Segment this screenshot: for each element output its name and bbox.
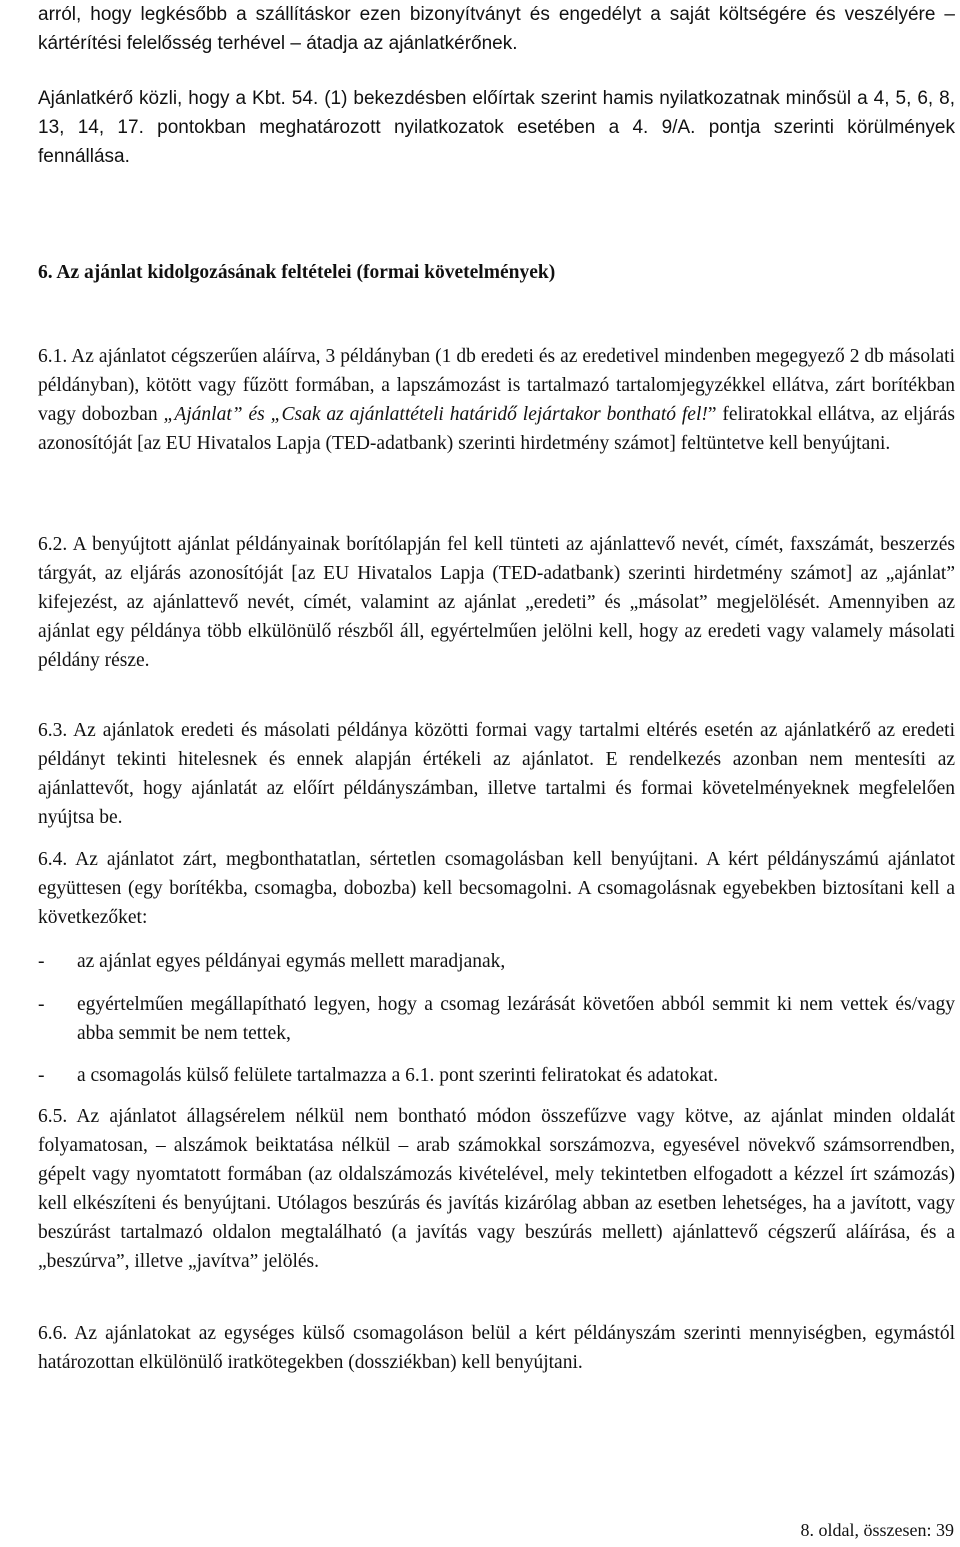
paragraph-6-3: 6.3. Az ajánlatok eredeti és másolati példánya közötti formai vagy tartalmi eltérés esetén az ajánlatkérő az eredeti példányt tekinti hitelesnek és ennek alapján értékeli az ajánlatot. E rendelkezés azonban nem mentesíti az ajánlattevőt, hogy ajánlatát az előírt példányszámban, illetve tartalmi és formai követelményeknek megfelelően nyújtsa be. (38, 720, 955, 828)
intro-paragraph-false-statement: Ajánlatkérő közli, hogy a Kbt. 54. (1) bekezdésben előírtak szerint hamis nyilatkozatnak minősül a 4, 5, 6, 8, 13, 14, 17. pontokban meghatározott nyilatkozatok esetében a 4. 9/A. pontja szerinti körülmények fennállása. (38, 88, 955, 167)
paragraph-6-2: 6.2. A benyújtott ajánlat példányainak borítólapján fel kell tünteti az ajánlattevő nevét, címét, faxszámát, beszerzés tárgyát, az eljárás azonosítóját [az EU Hivatalos Lapja (TED-adatbank) szerinti hirdetmény számot] az „ajánlat” kifejezést, az ajánlattevő nevét, címét, valamint az ajánlat „eredeti” és „másolat” megjelölését. Amennyiben az ajánlat egy példánya több elkülönülő részből áll, egyértelműen jelölni kell, hogy az eredeti vagy valamely másolati példány része. (38, 534, 955, 671)
bullet-dash: - (38, 951, 45, 972)
intro-paragraph-continuation: arról, hogy legkésőbb a szállításkor ezen bizonyítványt és engedélyt a saját költségére és veszélyére – kártérítési felelősség terhével – átadja az ajánlatkérőnek. (38, 4, 955, 54)
bullet-item (38, 990, 955, 1048)
paragraph-6-1-italic-labels: „Ajánlat” és „Csak az ajánlattételi határidő lejártakor bontható fel! (163, 404, 708, 425)
bullet-item (38, 1061, 955, 1090)
bullet-text: a csomagolás külső felülete tartalmazza a 6.1. pont szerinti feliratokat és adatokat. (77, 1065, 719, 1086)
page-number-footer: 8. oldal, összesen: 39 (800, 1520, 954, 1540)
bullet-text: az ajánlat egyes példányai egymás mellett maradjanak, (77, 951, 506, 972)
bullet-dash: - (38, 994, 45, 1015)
paragraph-6-5: 6.5. Az ajánlatot állagsérelem nélkül nem bontható módon összefűzve vagy kötve, az ajánlat minden oldalát folyamatosan, – alszámok beiktatása nélkül – arab számokkal sorszámozva, egyesével növekvő számsorrendben, gépelt vagy nyomtatott formában (az oldalszámozás kivételével, mely tekintetben elfogadott a kézzel írt számozás) kell elkészíteni és benyújtani. Utólagos beszúrás és javítás kizárólag abban az esetben lehetséges, ha a javított, vagy beszúrást tartalmazó oldalon megtalálható (a javítás vagy beszúrás mellett) ajánlattevő cégszerű aláírása, és a „beszúrva”, illetve „javítva” jelölés. (38, 1106, 955, 1272)
bullet-item (38, 947, 955, 976)
bullet-dash: - (38, 1065, 45, 1086)
paragraph-6-4: 6.4. Az ajánlatot zárt, megbonthatatlan, sértetlen csomagolásban kell benyújtani. A kért példányszámú ajánlatot együttesen (egy borítékba, csomagba, dobozba) kell becsomagolni. A csomagolásnak egyebekben biztosítani kell a következőket: (38, 849, 955, 928)
section-heading: 6. Az ajánlat kidolgozásának feltételei (formai követelmények) (38, 262, 556, 283)
paragraph-6-1-text-end: ” feliratokkal ellátva, az eljárás azonosítóját [az EU Hivatalos Lapja (TED-adatbank) szerinti hirdetmény számot] feltüntetve kell benyújtani. (38, 404, 955, 454)
bullet-text: egyértelműen megállapítható legyen, hogy a csomag lezárását követően abból semmit ki nem vettek és/vagy abba semmit be nem tettek, (77, 994, 955, 1044)
paragraph-6-6: 6.6. Az ajánlatokat az egységes külső csomagoláson belül a kért példányszám szerinti mennyiségben, egymástól határozottan elkülönülő iratkötegekben (dossziékban) kell benyújtani. (38, 1323, 955, 1373)
paragraph-6-1-text-start: 6.1. Az ajánlatot cégszerűen aláírva, 3 példányban (1 db eredeti és az eredetivel mindenben megegyező 2 db másolati példányban), kötött vagy fűzött formában, a lapszámozást is tartalmazó tartalomjegyzékkel ellátva, zárt borítékban vagy dobozban (38, 346, 955, 425)
paragraph-6-1 (38, 342, 955, 458)
